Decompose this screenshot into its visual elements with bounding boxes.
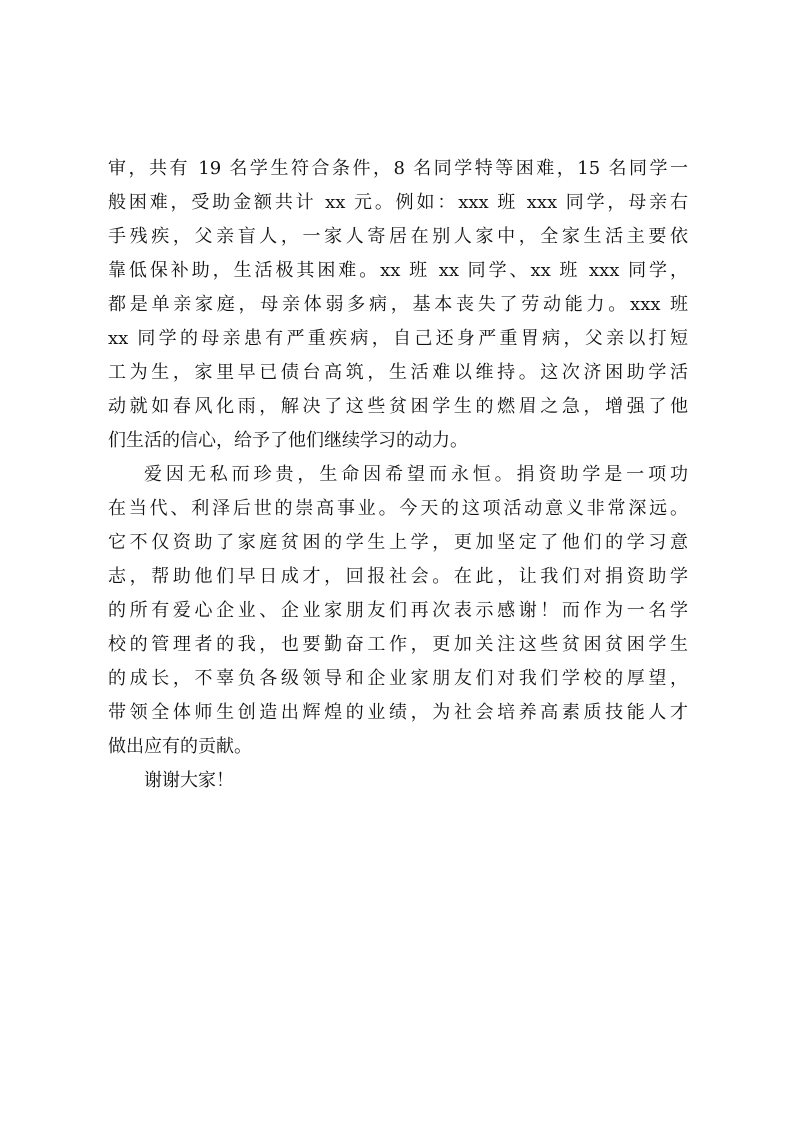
text-line: 志，帮助他们早日成才，回报社会。在此，让我们对捐资助学	[108, 566, 688, 587]
text-line: 工为生，家里早已债台高筑，生活难以维持。这次济困助学活	[108, 362, 688, 383]
text-line: 动就如春风化雨，解决了这些贫困学生的燃眉之急，增强了他	[108, 396, 688, 417]
text-line: 靠低保补助，生活极其困难。xx 班 xx 同学、xx 班 xxx 同学，	[108, 260, 688, 281]
text-line: 般困难，受助金额共计 xx 元。例如：xxx 班 xxx 同学，母亲右	[108, 192, 688, 213]
text-line: 做出应有的贡献。	[108, 736, 252, 757]
text-line: 都是单亲家庭，母亲体弱多病，基本丧失了劳动能力。xxx 班	[108, 294, 688, 315]
closing-text: 谢谢大家！	[144, 770, 234, 791]
text-line: 它不仅资助了家庭贫困的学生上学，更加坚定了他们的学习意	[108, 532, 688, 553]
text-line: 校的管理者的我，也要勤奋工作，更加关注这些贫困贫困学生	[108, 634, 688, 655]
text-line: 在当代、利泽后世的崇高事业。今天的这项活动意义非常深远。	[108, 498, 688, 519]
document-body	[108, 152, 688, 798]
text-line: 审，共有 19 名学生符合条件，8 名同学特等困难，15 名同学一	[108, 158, 688, 179]
paragraph-2	[108, 458, 688, 764]
text-line: 的所有爱心企业、企业家朋友们再次表示感谢！而作为一名学	[108, 600, 688, 621]
text-line: 爱因无私而珍贵，生命因希望而永恒。捐资助学是一项功	[144, 464, 688, 485]
text-line: 带领全体师生创造出辉煌的业绩，为社会培养高素质技能人才	[108, 702, 688, 723]
text-line: 手残疾，父亲盲人，一家人寄居在别人家中，全家生活主要依	[108, 226, 688, 247]
paragraph-1	[108, 152, 688, 458]
text-line: 们生活的信心，给予了他们继续学习的动力。	[108, 430, 468, 451]
closing-paragraph	[108, 764, 688, 798]
text-line: xx 同学的母亲患有严重疾病，自己还身严重胃病，父亲以打短	[108, 328, 688, 349]
text-line: 的成长，不辜负各级领导和企业家朋友们对我们学校的厚望，	[108, 668, 688, 689]
